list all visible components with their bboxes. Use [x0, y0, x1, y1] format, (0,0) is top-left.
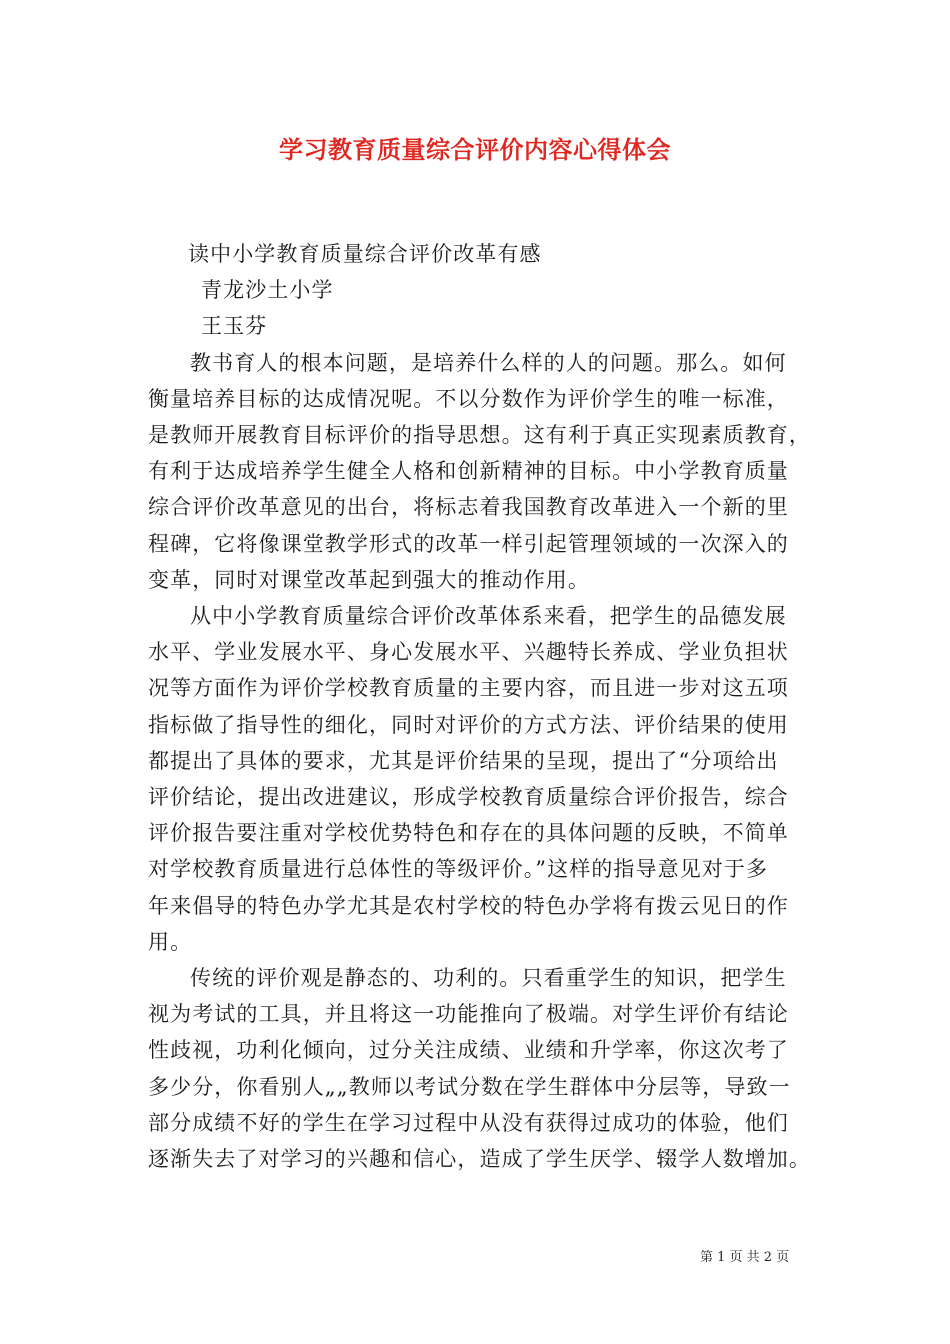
paragraph-line: 对学校教育质量进行总体性的等级评价。”这样的指导意见对于多 — [148, 857, 769, 882]
paragraph-line: 部分成绩不好的学生在学习过程中从没有获得过成功的体验，他们 — [148, 1110, 789, 1135]
paragraph-1 — [148, 345, 812, 598]
document-body — [148, 236, 812, 1177]
paragraph-line: 衡量培养目标的达成情况呢。不以分数作为评价学生的唯一标准， — [148, 386, 789, 411]
paragraph-line: 视为考试的工具，并且将这一功能推向了极端。对学生评价有结论 — [148, 1002, 789, 1027]
subtitle-line: 读中小学教育质量综合评价改革有感 — [188, 242, 542, 266]
paragraph-3 — [148, 960, 812, 1177]
paragraph-line: 多少分，你看别人„„教师以考试分数在学生群体中分层等，导致一 — [148, 1074, 791, 1099]
paragraph-line: 评价报告要注重对学校优势特色和存在的具体问题的反映，不简单 — [148, 821, 789, 846]
paragraph-line: 传统的评价观是静态的、功利的。只看重学生的知识，把学生 — [190, 966, 787, 991]
paragraph-line: 都提出了具体的要求，尤其是评价结果的呈现，提出了“分项给出 — [148, 748, 779, 773]
paragraph-line: 教书育人的根本问题，是培养什么样的人的问题。那么。如何 — [190, 350, 787, 375]
paragraph-line: 用。 — [148, 929, 193, 954]
paragraph-line: 从中小学教育质量综合评价改革体系来看，把学生的品德发展 — [190, 604, 787, 629]
paragraph-line: 有利于达成培养学生健全人格和创新精神的目标。中小学教育质量 — [148, 459, 789, 484]
paragraph-line: 是教师开展教育目标评价的指导思想。这有利于真正实现素质教育， — [148, 423, 811, 448]
paragraph-line: 逐渐失去了对学习的兴趣和信心，造成了学生厌学、辍学人数增加。 — [148, 1147, 811, 1172]
paragraph-line: 性歧视，功利化倾向，过分关注成绩、业绩和升学率，你这次考了 — [148, 1038, 789, 1063]
paragraph-line: 指标做了指导性的细化，同时对评价的方式方法、评价结果的使用 — [148, 712, 789, 737]
paragraph-line: 水平、学业发展水平、身心发展水平、兴趣特长养成、学业负担状 — [148, 640, 789, 665]
author-line: 王玉芬 — [201, 314, 268, 339]
paragraph-line: 年来倡导的特色办学尤其是农村学校的特色办学将有拨云见日的作 — [148, 893, 789, 918]
paragraph-line: 评价结论，提出改进建议，形成学校教育质量综合评价报告，综合 — [148, 785, 789, 810]
paragraph-line: 况等方面作为评价学校教育质量的主要内容，而且进一步对这五项 — [148, 676, 789, 701]
paragraph-line: 变革，同时对课堂改革起到强大的推动作用。 — [148, 567, 590, 592]
school-line: 青龙沙土小学 — [201, 278, 334, 303]
paragraph-line: 程碑，它将像课堂教学形式的改革一样引起管理领域的一次深入的 — [148, 531, 789, 556]
page-number-footer: 第 1 页 共 2 页 — [700, 1250, 790, 1265]
document-title: 学习教育质量综合评价内容心得体会 — [279, 135, 671, 164]
paragraph-line: 综合评价改革意见的出台，将标志着我国教育改革进入一个新的里 — [148, 495, 789, 520]
paragraph-2 — [148, 598, 812, 960]
